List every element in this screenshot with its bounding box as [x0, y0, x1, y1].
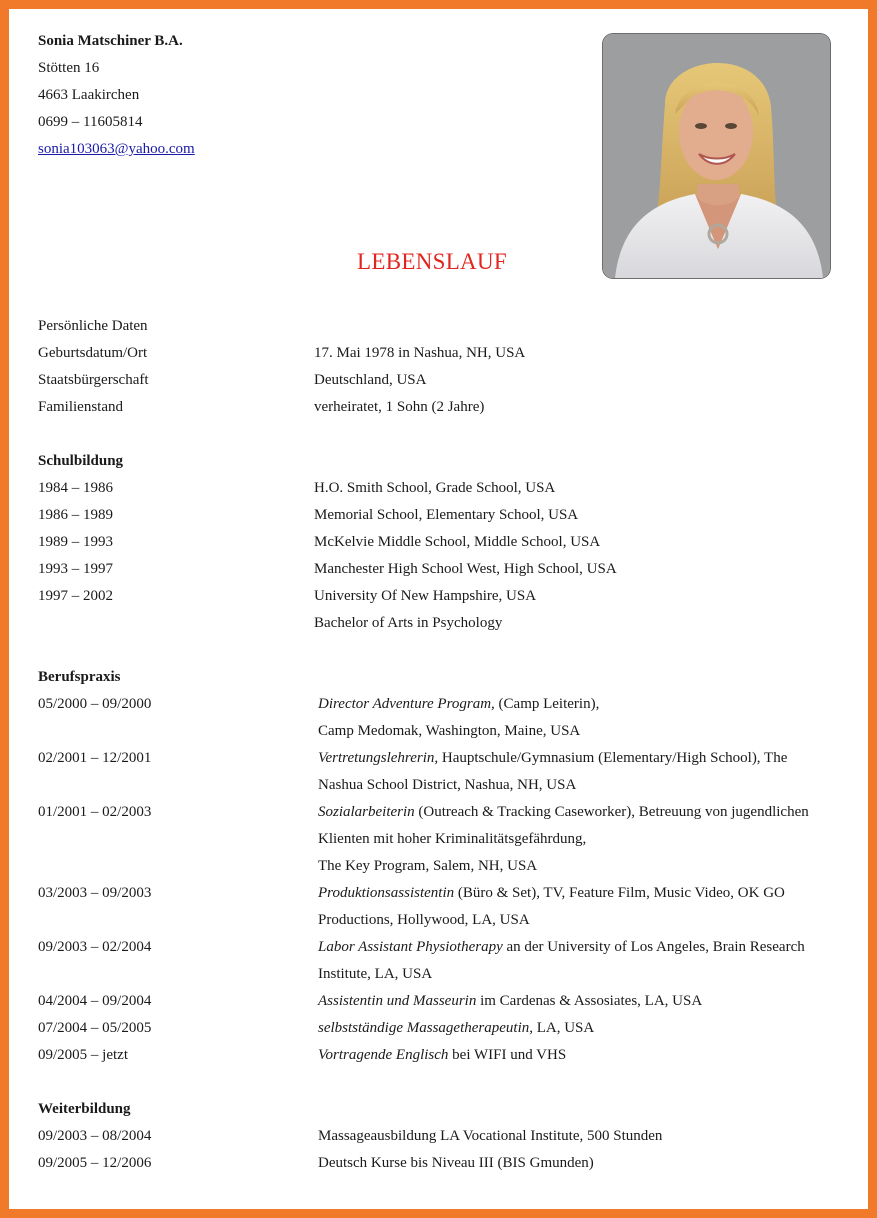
work-detail: Productions, Hollywood, LA, USA	[318, 912, 530, 928]
section-heading-training: Weiterbildung	[38, 1101, 131, 1117]
training-dates: 09/2005 – 12/2006	[38, 1155, 152, 1171]
work-role: Sozialarbeiterin	[318, 804, 415, 820]
section-heading-school: Schulbildung	[38, 453, 124, 469]
work-role: Assistentin und Masseurin	[318, 993, 477, 1009]
work-dates: 04/2004 – 09/2004	[38, 993, 152, 1009]
personal-label: Familienstand	[38, 399, 123, 415]
school-name: Manchester High School West, High School, USA	[314, 561, 617, 577]
training-course: Deutsch Kurse bis Niveau III (BIS Gmunden)	[318, 1155, 594, 1171]
work-detail: Nashua School District, Nashua, NH, USA	[318, 777, 577, 793]
work-detail: (Outreach & Tracking Caseworker), Betreuung von jugendlichen	[414, 804, 809, 820]
work-dates: 09/2003 – 02/2004	[38, 939, 152, 955]
work-dates: 03/2003 – 09/2003	[38, 885, 152, 901]
personal-label: Staatsbürgerschaft	[38, 372, 149, 388]
school-years: 1986 – 1989	[38, 507, 113, 523]
work-detail: Institute, LA, USA	[318, 966, 433, 982]
work-dates: 07/2004 – 05/2005	[38, 1020, 152, 1036]
school-years: 1997 – 2002	[38, 588, 113, 604]
section-heading-work: Berufspraxis	[38, 669, 121, 685]
address-city: 4663 Laakirchen	[38, 87, 140, 103]
address-street: Stötten 16	[38, 60, 100, 76]
school-name: Memorial School, Elementary School, USA	[314, 507, 579, 523]
work-detail: bei WIFI und VHS	[448, 1047, 567, 1063]
work-entry	[318, 883, 785, 903]
portrait-photo	[603, 34, 830, 278]
work-dates: 01/2001 – 02/2003	[38, 804, 152, 820]
applicant-name: Sonia Matschiner B.A.	[38, 33, 183, 49]
personal-value: 17. Mai 1978 in Nashua, NH, USA	[314, 345, 526, 361]
work-detail: The Key Program, Salem, NH, USA	[318, 858, 538, 874]
work-detail: (Büro & Set), TV, Feature Film, Music Video, OK GO	[454, 885, 785, 901]
work-dates: 05/2000 – 09/2000	[38, 696, 152, 712]
work-detail: Camp Medomak, Washington, Maine, USA	[318, 723, 581, 739]
work-entry	[318, 1018, 594, 1038]
work-role: Vertretungslehrerin,	[318, 750, 439, 766]
school-years: 1984 – 1986	[38, 480, 113, 496]
school-name: H.O. Smith School, Grade School, USA	[314, 480, 556, 496]
work-role: Produktionsassistentin	[318, 885, 455, 901]
work-dates: 02/2001 – 12/2001	[38, 750, 152, 766]
personal-value: Deutschland, USA	[314, 372, 427, 388]
phone-number: 0699 – 11605814	[38, 114, 143, 130]
document-title: LEBENSLAUF	[357, 249, 507, 274]
training-dates: 09/2003 – 08/2004	[38, 1128, 152, 1144]
school-years: 1993 – 1997	[38, 561, 113, 577]
work-role: Director Adventure Program,	[318, 696, 495, 712]
work-detail: LA, USA	[532, 1020, 595, 1036]
school-degree: Bachelor of Arts in Psychology	[314, 615, 503, 631]
work-dates: 09/2005 – jetzt	[38, 1047, 128, 1063]
email-link[interactable]: sonia103063@yahoo.com	[38, 141, 195, 157]
work-detail: (Camp Leiterin),	[494, 696, 600, 712]
school-name: University Of New Hampshire, USA	[314, 588, 537, 604]
work-role: Labor Assistant Physiotherapy	[318, 939, 503, 955]
personal-label: Geburtsdatum/Ort	[38, 345, 148, 361]
work-entry	[318, 748, 787, 768]
work-detail: Klienten mit hoher Kriminalitätsgefährdung,	[318, 831, 587, 847]
training-course: Massageausbildung LA Vocational Institute, 500 Stunden	[318, 1128, 663, 1144]
work-detail: an der University of Los Angeles, Brain Research	[502, 939, 805, 955]
work-entry	[318, 802, 809, 822]
section-heading-personal: Persönliche Daten	[38, 318, 148, 334]
work-entry	[318, 1045, 566, 1065]
work-role: Vortragende Englisch	[318, 1047, 449, 1063]
work-detail: im Cardenas & Assosiates, LA, USA	[476, 993, 703, 1009]
work-entry	[318, 937, 805, 957]
work-entry	[318, 991, 702, 1011]
work-detail: Hauptschule/Gymnasium (Elementary/High School), The	[438, 750, 788, 766]
work-role: selbstständige Massagetherapeutin,	[318, 1020, 533, 1036]
school-years: 1989 – 1993	[38, 534, 113, 550]
work-entry	[318, 694, 599, 714]
school-name: McKelvie Middle School, Middle School, USA	[314, 534, 601, 550]
personal-value: verheiratet, 1 Sohn (2 Jahre)	[314, 399, 485, 415]
